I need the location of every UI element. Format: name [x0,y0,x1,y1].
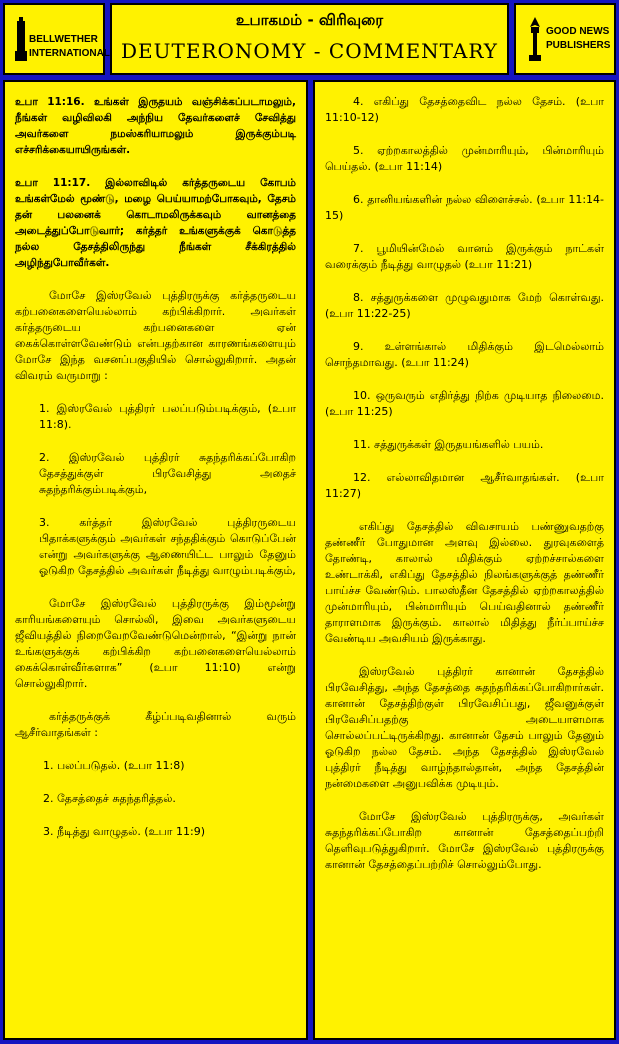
blessings-heading: கர்த்தருக்குக் கீழ்ப்படிவதினால் வரும் ஆசீர்வாதங்கள் : [15,710,296,739]
commentary-paragraph: எகிப்து தேசத்தில் விவசாயம் பண்ணுவதற்கு தண்ணீர் போதுமான அளவு இல்லை. துரவுகளைத் தோண்டி, காலால் மிதிக்கும் ஏற்றச்சால்களை உண்டாக்கி, எகிப்து தேசத்தில் நிலங்களுக்குத் தண்ணீர் பாய்ச்ச வேண்டும். பாலஸ்தீன தேசத்தில் ஏற்றகாலத்தில் முன்மாரியும், பின்மாரியும் பெய்வதினால் தண்ணீர் தாராளமாக இருக்கும். காலால் மிதித்து நீர்ப்பாய்ச்ச வேண்டிய அவசியம் இருக்காது. [325,520,604,645]
list-item: 5. ஏற்றகாலத்தில் முன்மாரியும், பின்மாரியும் பெய்தல். (உபா 11:14) [325,144,604,173]
list-item: 10. ஒருவரும் எதிர்த்து நிற்க முடியாத நிலைமை. (உபா 11:25) [325,389,604,418]
list-item: 2. தேசத்தைச் சுதந்தரித்தல். [43,792,176,805]
commentary-paragraph: மோசே இஸ்ரவேல் புத்திரருக்கு கர்த்தருடைய கற்பனைகளையெல்லாம் கற்பிக்கிறார். அவர்கள் கர்த்தருடைய கற்பனைகளை ஏன் கைக்கொள்ளவேண்டும் என்பதற்கான காரணங்களையும் மோசே இந்த வசனப்பகுதியில் சொல்லுகிறார். அதன் விவரம் வருமாறு : [15,289,296,382]
list-item: 7. பூமியின்மேல் வானம் இருக்கும் நாட்கள் வரைக்கும் நீடித்து வாழுதல் (உபா 11:21) [325,242,604,271]
list-item: 2. இஸ்ரவேல் புத்திரர் சுதந்தரிக்கப்போகிற தேசத்துக்குள் பிரவேசித்து அதைச் சுதந்தரிக்கும்படிக்கும், [39,451,296,496]
list-item: 3. கர்த்தர் இஸ்ரவேல் புத்திரருடைய பிதாக்களுக்கும் அவர்கள் சந்ததிக்கும் கொடுப்பேன் என்று அவர்களுக்கு ஆணையிட்ட பாலும் தேனும் ஓடுகிற தேசத்தில் அவர்கள் நீடித்து வாழும்படிக்கும், [39,516,296,577]
commentary-paragraph: மோசே இஸ்ரவேல் புத்திரருக்கு இம்மூன்று காரியங்களையும் சொல்லி, இவை அவர்களுடைய ஜீவியத்தில் நிறைவேறவேண்டுமென்றால், “இன்று நான் உங்களுக்குக் கற்பிக்கிற கற்பனைகளையெல்லாம் கைக்கொள்வீர்களாக” (உபா 11:10) என்று சொல்லுகிறார். [15,597,296,690]
bellwether-logo [3,3,110,75]
list-item: 3. நீடித்து வாழுதல். (உபா 11:9) [43,825,206,838]
right-logo-text: GOOD NEWS PUBLISHERS [546,26,611,51]
title-tamil: உபாகமம் - விரிவுரை [235,11,384,29]
list-item: 11. சத்துருக்கள் இருதயங்களில் பயம். [353,438,544,451]
commentary-paragraph: மோசே இஸ்ரவேல் புத்திரருக்கு, அவர்கள் சுதந்தரிக்கப்போகிற கானான் தேசத்தைப்பற்றி தெளிவுபடுத்துகிறார். மோசே இஸ்ரவேல் புத்திரருக்கு கானான் தேசத்தைப்பற்றிச் சொல்லும்போது. [325,810,604,871]
list-item: 8. சத்துருக்களை முழுவதுமாக மேற் கொள்வது. (உபா 11:22-25) [325,291,604,320]
verse-11-17: உபா 11:17. இல்லாவிடில் கர்த்தருடைய கோபம் உங்கள்மேல் மூண்டு, மழை பெய்யாமற்போகவும், தேசம் தன் பலனைக் கொடாமலிருக்கவும் வானத்தை அடைத்துப்போடுவார்; கர்த்தர் உங்களுக்குக் கொடுத்த நல்ல தேசத்திலிருந்து நீங்கள் சீக்கிரத்தில் அழிந்துபோவீர்கள். [15,177,296,269]
list-item: 1. இஸ்ரவேல் புத்திரர் பலப்படும்படிக்கும், (உபா 11:8). [39,402,296,431]
commentary-paragraph: இஸ்ரவேல் புத்திரர் கானான் தேசத்தில் பிரவேசித்து, அந்த தேசத்தை சுதந்தரிக்கப்போகிறார்கள். கானான் தேசத்திற்குள் பிரவேசிப்பது, ஜீவனுக்குள் பிரவேசிப்பதற்கு அடையாளமாக சொல்லப்பட்டிருக்கிறது. கானான் தேசம் பாலும் தேனும் ஓடுகிற நல்ல தேசம். அந்த தேசத்தில் இஸ்ரவேல் புத்திரர் நீடித்து வாழ்ந்தால்தான், அந்த தேசத்தின் நன்மைகளை அனுபவிக்க முடியும். [325,665,604,790]
right-column [313,80,616,1040]
list-item: 4. எகிப்து தேசத்தைவிட நல்ல தேசம். (உபா 11:10-12) [325,95,604,124]
title-box [110,3,509,75]
good-news-logo [514,3,616,75]
list-item: 1. பலப்படுதல். (உபா 11:8) [43,759,185,772]
title-english: DEUTERONOMY - COMMENTARY [120,39,499,63]
left-logo-text: BELLWETHER INTERNATIONAL [29,34,110,59]
torch-icon [526,17,544,61]
verse-11-16: உபா 11:16. உங்கள் இருதயம் வஞ்சிக்கப்படாமலும், நீங்கள் வழிவிலகி அந்நிய தேவர்களைச் சேவித்து அவர்களை நமஸ்கரியாமலும் இருக்கும்படி எச்சரிக்கையாயிருங்கள். [15,96,296,156]
tower-icon [15,17,27,61]
list-item: 12. எல்லாவிதமான ஆசீர்வாதங்கள். (உபா 11:27) [325,471,604,500]
list-item: 9. உள்ளங்கால் மிதிக்கும் இடமெல்லாம் சொந்தமாவது. (உபா 11:24) [325,340,604,369]
list-item: 6. தானியங்களின் நல்ல விளைச்சல். (உபா 11:14-15) [325,193,604,222]
left-column [3,80,308,1040]
